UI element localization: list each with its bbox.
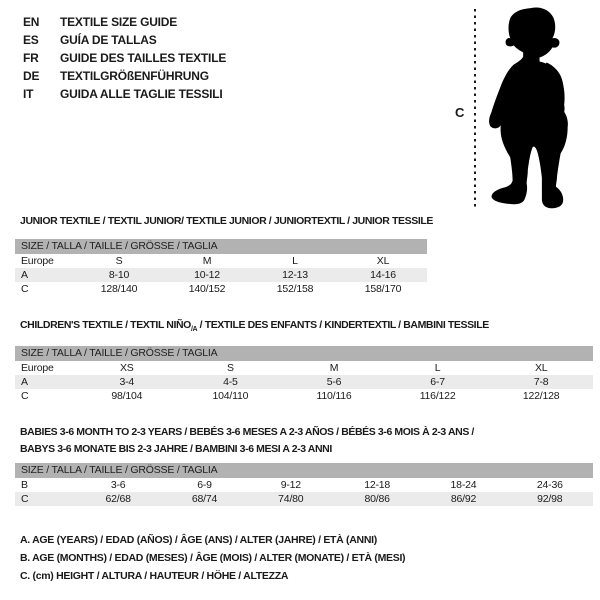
value-cell: 86/92: [450, 493, 477, 505]
row-label-cell: Europe: [21, 362, 54, 374]
value-cell: 5-6: [326, 376, 342, 388]
language-label: GUIDA ALLE TAGLIE TESSILI: [60, 87, 223, 101]
language-code: ES: [23, 33, 39, 47]
babies-title-line2: BABYS 3-6 MONATE BIS 2-3 JAHRE / BAMBINI 3-6 MESI A 2-3 ANNI: [20, 443, 332, 455]
height-marker-label: C: [455, 105, 465, 120]
row-label-cell: B: [21, 479, 28, 491]
size-header-bar: SIZE / TALLA / TAILLE / GRÖSSE / TAGLIA: [15, 239, 427, 254]
value-cell: 12-13: [282, 269, 308, 281]
babies-title-line1: BABIES 3-6 MONTH TO 2-3 YEARS / BEBÉS 3-6 MESES A 2-3 AÑOS / BÉBÉS 3-6 MOIS À 2-3 ANS /: [20, 426, 474, 438]
language-header: [23, 13, 226, 103]
table-row: [15, 268, 427, 282]
language-row-de: [23, 67, 226, 85]
language-label: TEXTILE SIZE GUIDE: [60, 15, 178, 29]
value-cell: 6-7: [430, 376, 445, 388]
value-cell: 6-9: [197, 479, 212, 491]
language-label: GUÍA DE TALLAS: [60, 33, 157, 47]
value-cell: XL: [376, 255, 390, 267]
row-label-cell: C: [21, 493, 29, 505]
value-cell: XL: [534, 362, 548, 374]
row-label-cell: A: [21, 376, 28, 388]
language-row-fr: [23, 49, 226, 67]
value-cell: L: [434, 362, 441, 374]
table-row: [15, 492, 593, 506]
value-cell: 122/128: [522, 390, 560, 402]
value-cell: M: [329, 362, 339, 374]
value-cell: 12-18: [364, 479, 391, 491]
value-cell: S: [115, 255, 123, 267]
language-code: DE: [23, 69, 40, 83]
value-cell: 92/98: [537, 493, 563, 505]
toddler-silhouette-image: [488, 6, 570, 212]
value-cell: 3-6: [110, 479, 126, 491]
footnote-c: C. (cm) HEIGHT / ALTURA / HAUTEUR / HÖHE / ALTEZZA: [20, 570, 289, 582]
value-cell: 80/86: [364, 493, 390, 505]
row-label-cell: C: [21, 390, 29, 402]
value-cell: 14-16: [370, 269, 396, 281]
value-cell: 116/122: [419, 390, 456, 402]
language-code: EN: [23, 15, 40, 29]
table-row: [15, 282, 427, 296]
value-cell: 24-36: [536, 479, 563, 491]
value-cell: 8-10: [108, 269, 130, 281]
table-row: [15, 375, 593, 389]
table-row: [15, 254, 427, 268]
language-code: FR: [23, 51, 39, 65]
size-header-bar: SIZE / TALLA / TAILLE / GRÖSSE / TAGLIA: [15, 463, 593, 478]
language-code: IT: [23, 87, 34, 101]
value-cell: 104/110: [212, 390, 249, 402]
footnote-b: B. AGE (MONTHS) / EDAD (MESES) / ÂGE (MOIS) / ALTER (MONATE) / ETÀ (MESI): [20, 552, 406, 564]
value-cell: 9-12: [280, 479, 301, 491]
value-cell: 3-4: [119, 376, 135, 388]
row-label-cell: Europe: [21, 255, 54, 267]
value-cell: 74/80: [278, 493, 304, 505]
value-cell: 68/74: [191, 493, 218, 505]
language-row-es: [23, 31, 226, 49]
value-cell: S: [226, 362, 234, 374]
junior-size-table: [15, 239, 427, 296]
babies-size-table: [15, 463, 593, 506]
table-row: [15, 361, 593, 375]
value-cell: XS: [119, 362, 134, 374]
children-title-suffix: / TEXTILE DES ENFANTS / KINDERTEXTIL / BAMBINI TESSILE: [197, 319, 489, 331]
value-cell: 110/116: [316, 390, 352, 402]
footnotes: [20, 531, 405, 585]
children-size-table: [15, 346, 593, 403]
size-header-bar: SIZE / TALLA / TAILLE / GRÖSSE / TAGLIA: [15, 346, 593, 361]
table-row: [15, 389, 593, 403]
table-row: [15, 478, 593, 492]
babies-table-title: [20, 424, 500, 458]
height-marker-dotted-line: [474, 9, 476, 210]
value-cell: 62/68: [105, 493, 131, 505]
value-cell: 152/158: [276, 283, 314, 295]
children-title-subscript: /A: [190, 326, 198, 334]
language-row-it: [23, 85, 226, 103]
value-cell: 18-24: [450, 479, 477, 491]
value-cell: 4-5: [223, 376, 238, 388]
value-cell: L: [292, 255, 298, 267]
footnote-a: A. AGE (YEARS) / EDAD (AÑOS) / ÂGE (ANS) / ALTER (JAHRE) / ETÀ (ANNI): [20, 534, 377, 546]
value-cell: 158/170: [364, 283, 402, 295]
value-cell: 140/152: [188, 283, 226, 295]
row-label-cell: A: [21, 269, 28, 281]
value-cell: 10-12: [194, 269, 220, 281]
value-cell: 7-8: [533, 376, 549, 388]
language-label: TEXTILGRÖßENFÜHRUNG: [60, 69, 209, 83]
junior-table-title: JUNIOR TEXTILE / TEXTIL JUNIOR/ TEXTILE JUNIOR / JUNIORTEXTIL / JUNIOR TESSILE: [20, 215, 433, 227]
value-cell: 98/104: [111, 390, 143, 402]
children-title-prefix: CHILDREN'S TEXTILE / TEXTIL NIÑO: [20, 319, 191, 331]
language-label: GUIDE DES TAILLES TEXTILE: [60, 51, 227, 65]
row-label-cell: C: [21, 283, 29, 295]
language-row-en: [23, 13, 226, 31]
value-cell: 128/140: [100, 283, 138, 295]
children-table-title: [20, 319, 489, 333]
value-cell: M: [202, 255, 212, 267]
